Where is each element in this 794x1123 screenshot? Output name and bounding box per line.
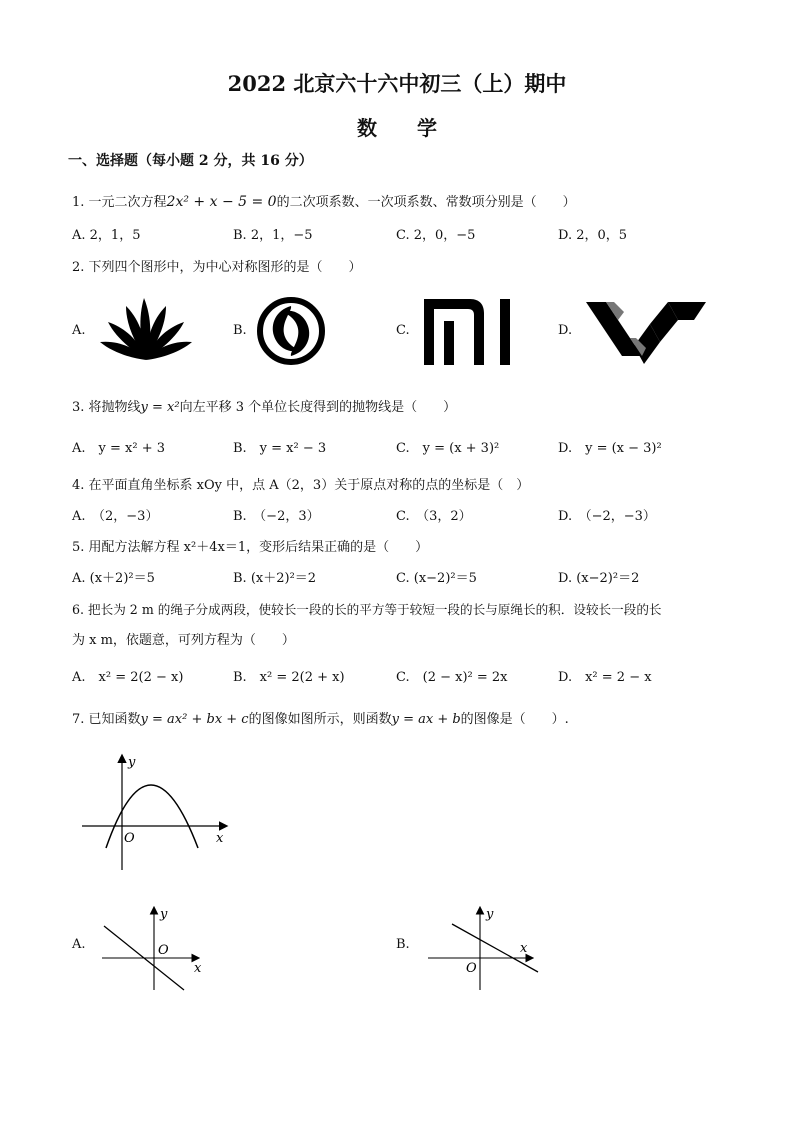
question-1-option-d: D. 2，0，5 (558, 228, 628, 243)
section-heading: 一、选择题（每小题 2 分，共 16 分） (68, 153, 313, 169)
question-5-option-b: B. (x＋2)²＝2 (233, 571, 317, 586)
question-4-option-a: A. （2，−3） (72, 509, 159, 524)
question-6-stem-line-2: 为 x m，依题意，可列方程为（ ） (72, 633, 295, 648)
question-7-stem-b: 的图像如图所示，则函数 (248, 712, 392, 727)
question-2-option-d: D. (558, 323, 573, 338)
question-3-stem-b: 向左平移 3 个单位长度得到的抛物线是（ ） (179, 400, 457, 415)
x-axis-label: x (520, 941, 528, 956)
question-1-stem-a: 1. 一元二次方程 (72, 195, 167, 210)
question-2-option-a: A. (72, 323, 86, 338)
x-axis-label: x (194, 961, 202, 976)
question-5-stem: 5. 用配方法解方程 x²＋4x＝1，变形后结果正确的是（ ） (72, 540, 429, 555)
y-axis-label: y (486, 907, 494, 922)
x-axis-label: x (216, 831, 224, 846)
question-6-option-d: D. x² = 2 − x (558, 670, 652, 685)
question-3-option-d: D. y = (x − 3)² (558, 441, 662, 456)
origin-label: O (158, 943, 169, 958)
origin-label: O (124, 831, 135, 846)
question-7-option-b: B. (396, 937, 410, 952)
question-6-option-c: C. (2 − x)² = 2x (396, 670, 508, 685)
question-5-option-c: C. (x−2)²＝5 (396, 571, 477, 586)
question-1-equation: 2x² + x − 5 = 0 (166, 194, 277, 210)
question-2-option-c: C. (396, 323, 410, 338)
question-2-stem: 2. 下列四个图形中，为中心对称图形的是（ ） (72, 260, 362, 275)
xiaomi-logo-icon (422, 297, 514, 367)
y-axis-label: y (160, 907, 168, 922)
question-4-option-d: D. （−2，−3） (558, 509, 656, 524)
question-3-stem-a: 3. 将抛物线 (72, 400, 141, 415)
subject-title: 数学 (357, 116, 477, 140)
question-6-stem-line-1: 6. 把长为 2 m 的绳子分成两段，使较长一段的长的平方等于较短一段的长与原绳长的积．设较长一段的长 (72, 602, 662, 617)
question-4-option-b: B. （−2，3） (233, 509, 320, 524)
question-4-option-c: C. （3，2） (396, 509, 472, 524)
question-7-option-a-graph (98, 902, 210, 994)
question-7-stem-a: 7. 已知函数 (72, 712, 141, 727)
question-2-option-b: B. (233, 323, 247, 338)
question-3-option-a: A. y = x² + 3 (72, 441, 165, 456)
question-3-option-c: C. y = (x + 3)² (396, 441, 500, 456)
origin-label: O (466, 961, 477, 976)
question-6-option-b: B. x² = 2(2 + x) (233, 670, 345, 685)
question-7-stem-c: 的图像是（ ）. (460, 712, 569, 727)
question-7-option-a: A. (72, 937, 86, 952)
question-3 (72, 396, 456, 415)
question-7 (72, 708, 569, 727)
question-1 (72, 191, 576, 210)
huawei-logo-icon (96, 294, 196, 364)
question-7-parabola-graph (78, 750, 238, 874)
question-1-option-a: A. 2，1，5 (72, 228, 141, 243)
question-7-option-b-graph (424, 902, 548, 994)
dongfeng-logo-icon (256, 296, 326, 366)
question-7-equation-1: y = ax² + bx + c (140, 712, 249, 727)
question-3-option-b: B. y = x² − 3 (233, 441, 327, 456)
question-5-option-d: D. (x−2)²＝2 (558, 571, 640, 586)
question-1-option-c: C. 2，0，−5 (396, 228, 476, 243)
question-1-option-b: B. 2，1，−5 (233, 228, 313, 243)
y-axis-label: y (128, 755, 136, 770)
question-6-option-a: A. x² = 2(2 − x) (72, 670, 184, 685)
question-7-equation-2: y = ax + b (391, 712, 461, 727)
question-1-stem-b: 的二次项系数、一次项系数、常数项分别是（ ） (276, 195, 576, 210)
parabola-curve (106, 785, 198, 848)
question-5-option-a: A. (x＋2)²＝5 (72, 571, 155, 586)
page-title: 2022 北京六十六中初三（上）期中 (227, 71, 567, 96)
question-3-equation: y = x² (140, 400, 180, 415)
question-4-stem: 4. 在平面直角坐标系 xOy 中，点 A（2，3）关于原点对称的点的坐标是（ ） (72, 478, 530, 493)
wuling-logo-icon (584, 298, 710, 368)
